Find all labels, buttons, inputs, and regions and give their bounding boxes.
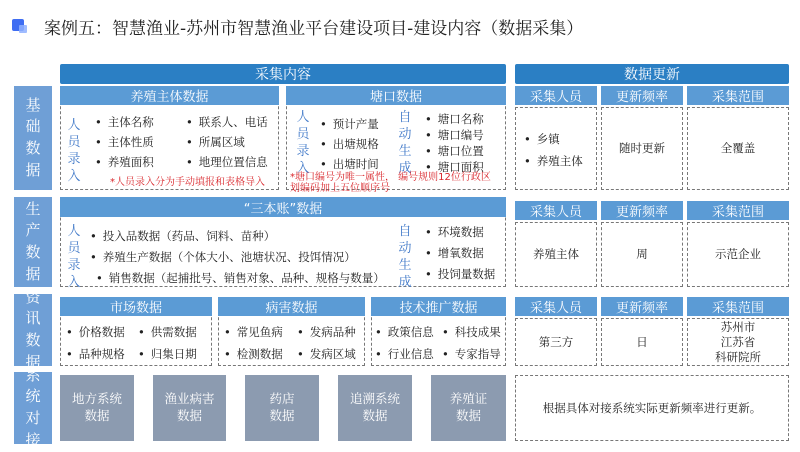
- pond-source-auto: 自动生成: [398, 110, 412, 176]
- system-box-trace: 追溯系统 数据: [338, 375, 412, 441]
- market-item: • 价格数据: [66, 324, 125, 340]
- tech-item: • 科技成果: [442, 324, 501, 340]
- col-frequency: 更新频率: [601, 297, 683, 316]
- pond-item: • 塘口面积: [425, 159, 484, 175]
- basic-frequency: 随时更新: [601, 107, 683, 190]
- entity-note: *人员录入分为手动填报和表格导入: [110, 177, 265, 188]
- col-frequency: 更新频率: [601, 201, 683, 220]
- pond-source-manual: 人员录入: [296, 110, 310, 176]
- production-frequency: 周: [601, 222, 683, 287]
- pond-note-line1: *塘口编号为唯一属性， 编号规则12位行政区: [290, 172, 491, 183]
- page-title: 案例五：智慧渔业-苏州市智慧渔业平台建设项目-建设内容（数据采集）: [44, 19, 584, 39]
- col-scope: 采集范围: [687, 86, 789, 105]
- production-scope: 示范企业: [687, 222, 789, 287]
- disease-data-header: 病害数据: [218, 297, 365, 316]
- pond-item: • 出塘规格: [320, 136, 379, 152]
- row-label-basic: 基础数据: [14, 86, 52, 190]
- info-scope: 苏州市: [720, 320, 756, 334]
- pond-item: • 塘口名称: [425, 111, 484, 127]
- col-collector: 采集人员: [515, 201, 597, 220]
- system-box-pharmacy: 药店 数据: [245, 375, 319, 441]
- pond-item: • 塘口位置: [425, 143, 484, 159]
- entity-item: • 主体名称: [95, 114, 154, 130]
- basic-scope: 全覆盖: [687, 107, 789, 190]
- entity-source-label: 人员录入: [67, 118, 81, 184]
- info-scope: 科研院所: [715, 350, 761, 364]
- market-data-header: 市场数据: [60, 297, 212, 316]
- tech-data-header: 技术推广数据: [371, 297, 506, 316]
- production-item: • 增氧数据: [425, 245, 484, 261]
- pond-item: • 预计产量: [320, 116, 379, 132]
- col-frequency: 更新频率: [601, 86, 683, 105]
- production-source-auto: 自动生成: [398, 224, 412, 290]
- title-accent-icon-small: [19, 25, 27, 33]
- system-box-disease: 渔业病害 数据: [153, 375, 226, 441]
- collect-content-header: 采集内容: [60, 64, 506, 84]
- col-collector: 采集人员: [515, 297, 597, 316]
- production-collector: 养殖主体: [515, 222, 597, 287]
- info-frequency: 日: [601, 318, 683, 366]
- pond-item: • 出塘时间: [320, 156, 379, 172]
- system-box-license: 养殖证 数据: [431, 375, 506, 441]
- entity-item: • 联系人、电话: [186, 114, 268, 130]
- basic-collector: • 乡镇: [524, 131, 560, 147]
- entity-item: • 地理位置信息: [186, 154, 268, 170]
- production-item: • 养殖生产数据（个体大小、池塘状况、投饵情况）: [90, 249, 356, 265]
- production-data-header: “三本账”数据: [60, 197, 506, 217]
- info-collector: 第三方: [515, 318, 597, 366]
- row-label-production: 生产数据: [14, 197, 52, 287]
- market-item: • 供需数据: [138, 324, 197, 340]
- data-update-header: 数据更新: [515, 64, 789, 84]
- market-item: • 归集日期: [138, 346, 197, 362]
- system-box-local: 地方系统 数据: [60, 375, 134, 441]
- disease-item: • 发病区域: [297, 346, 356, 362]
- entity-item: • 主体性质: [95, 134, 154, 150]
- col-scope: 采集范围: [687, 201, 789, 220]
- systems-update-note: 根据具体对接系统实际更新频率进行更新。: [515, 375, 789, 441]
- basic-collector: • 养殖主体: [524, 153, 583, 169]
- row-label-systems: 系统对接: [14, 372, 52, 444]
- tech-item: • 专家指导: [442, 346, 501, 362]
- tech-item: • 行业信息: [375, 346, 434, 362]
- entity-item: • 所属区域: [186, 134, 245, 150]
- col-scope: 采集范围: [687, 297, 789, 316]
- entity-data-header: 养殖主体数据: [60, 86, 279, 105]
- disease-item: • 检测数据: [224, 346, 283, 362]
- basic-collector-cell: [515, 107, 597, 190]
- production-item: • 销售数据（起捕批号、销售对象、品种、规格与数量）: [96, 270, 385, 286]
- row-label-info: 资讯数据: [14, 294, 52, 366]
- pond-note-line2: 划编码加上五位顺序号: [290, 183, 390, 194]
- production-item: • 投饲量数据: [425, 266, 495, 282]
- pond-item: • 塘口编号: [425, 127, 484, 143]
- market-item: • 品种规格: [66, 346, 125, 362]
- pond-data-header: 塘口数据: [286, 86, 506, 105]
- production-item: • 环境数据: [425, 224, 484, 240]
- col-collector: 采集人员: [515, 86, 597, 105]
- disease-item: • 常见鱼病: [224, 324, 283, 340]
- disease-item: • 发病品种: [297, 324, 356, 340]
- production-source-manual: 人员录入: [67, 224, 81, 290]
- entity-item: • 养殖面积: [95, 154, 154, 170]
- production-item: • 投入品数据（药品、饲料、苗种）: [90, 228, 275, 244]
- info-scope: 江苏省: [720, 335, 756, 349]
- tech-item: • 政策信息: [375, 324, 434, 340]
